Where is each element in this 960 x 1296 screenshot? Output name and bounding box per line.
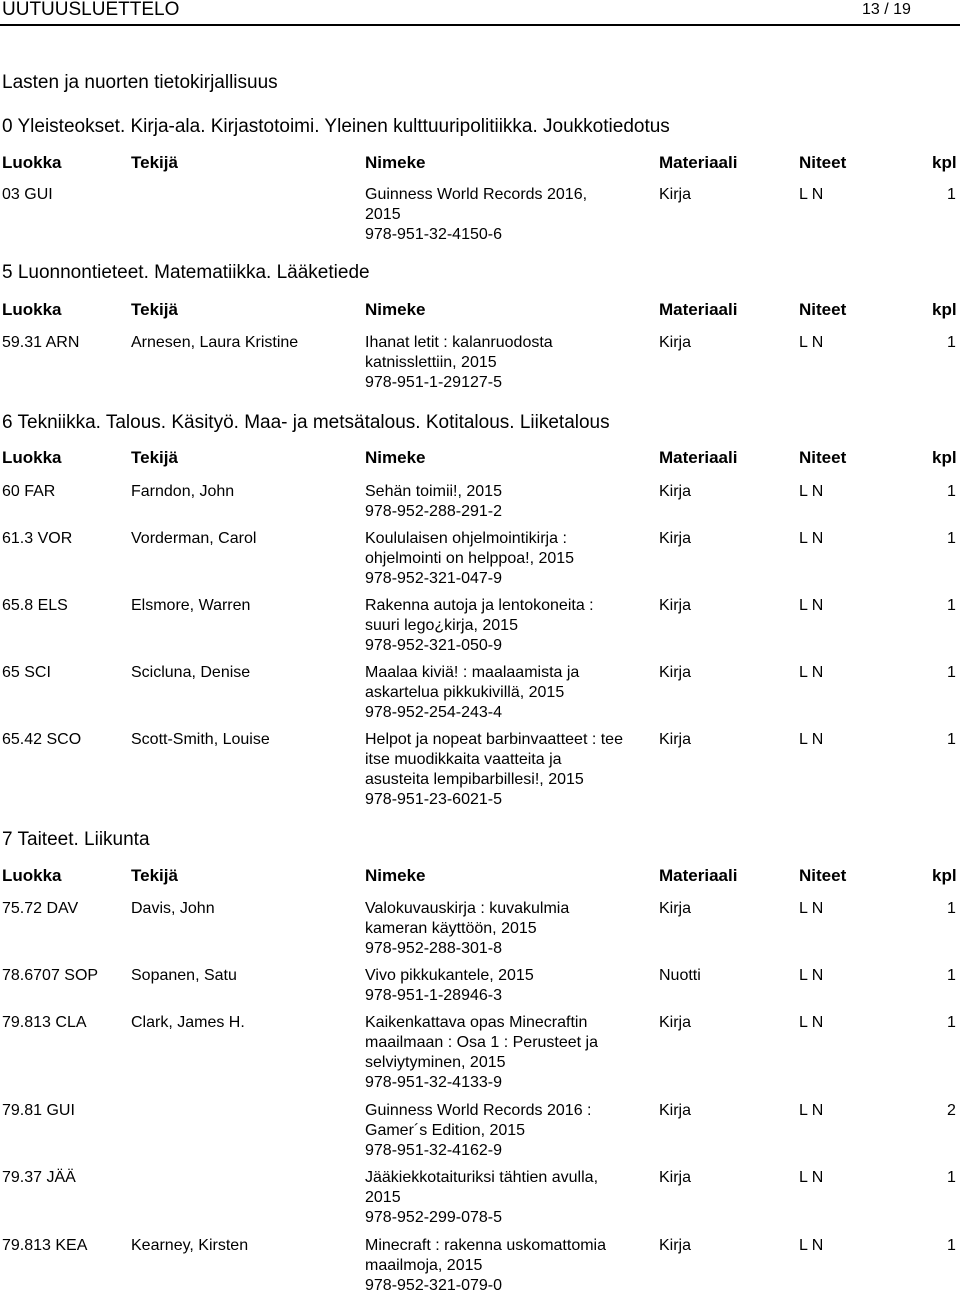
cell-niteet: L N — [799, 1014, 824, 1031]
cell-luokka: 65 SCI — [2, 664, 51, 681]
cell-niteet: L N — [799, 186, 824, 203]
cell-niteet: L N — [799, 530, 824, 547]
cell-nimeke-line: Vivo pikkukantele, 2015 — [365, 967, 534, 984]
cell-niteet: L N — [799, 731, 824, 748]
cell-nimeke-line: selviytyminen, 2015 — [365, 1054, 506, 1071]
cell-materiaali: Kirja — [659, 900, 692, 917]
cell-nimeke-line: 978-951-32-4150-6 — [365, 226, 502, 243]
cell-nimeke-line: Jääkiekkotaituriksi tähtien avulla, — [365, 1169, 599, 1186]
column-header-nimeke: Nimeke — [365, 153, 426, 172]
column-header-niteet: Niteet — [799, 866, 847, 885]
cell-nimeke-line: kameran käyttöön, 2015 — [365, 920, 537, 937]
cell-materiaali: Kirja — [659, 1102, 692, 1119]
cell-luokka: 79.81 GUI — [2, 1102, 75, 1119]
cell-nimeke-line: Maalaa kiviä! : maalaamista ja — [365, 664, 580, 681]
cell-nimeke-line: Rakenna autoja ja lentokoneita : — [365, 597, 594, 614]
cell-nimeke-line: 978-952-254-243-4 — [365, 704, 502, 721]
column-header-materiaali: Materiaali — [659, 300, 738, 319]
cell-luokka: 03 GUI — [2, 186, 53, 203]
cell-niteet: L N — [799, 664, 824, 681]
column-header-luokka: Luokka — [2, 866, 62, 885]
cell-niteet: L N — [799, 900, 824, 917]
cell-materiaali: Kirja — [659, 597, 692, 614]
cell-luokka: 75.72 DAV — [2, 900, 79, 917]
cell-nimeke-line: 978-952-321-050-9 — [365, 637, 502, 654]
cell-materiaali: Kirja — [659, 664, 692, 681]
cell-materiaali: Kirja — [659, 530, 692, 547]
cell-nimeke-line: 978-952-299-078-5 — [365, 1209, 502, 1226]
cell-tekija: Davis, John — [131, 900, 215, 917]
section-heading: 5 Luonnontieteet. Matematiikka. Lääketiede — [2, 262, 370, 283]
cell-tekija: Scicluna, Denise — [131, 664, 251, 681]
cell-nimeke-line: Guinness World Records 2016 : — [365, 1102, 592, 1119]
cell-kpl: 1 — [947, 530, 956, 547]
column-header-tekija: Tekijä — [131, 153, 178, 172]
cell-nimeke-line: 978-951-1-29127-5 — [365, 374, 502, 391]
cell-nimeke-line: Ihanat letit : kalanruodosta — [365, 334, 553, 351]
cell-luokka: 60 FAR — [2, 483, 56, 500]
cell-kpl: 1 — [947, 1169, 956, 1186]
column-header-tekija: Tekijä — [131, 300, 178, 319]
cell-materiaali: Kirja — [659, 186, 692, 203]
cell-nimeke-line: katnisslettiin, 2015 — [365, 354, 497, 371]
cell-nimeke-line: maailmoja, 2015 — [365, 1257, 483, 1274]
section-heading: 0 Yleisteokset. Kirja-ala. Kirjastotoimi. Yleinen kulttuuripolitiikka. Joukkotiedotus — [2, 116, 670, 137]
cell-nimeke-line: 978-951-32-4133-9 — [365, 1074, 502, 1091]
cell-kpl: 1 — [947, 334, 956, 351]
cell-niteet: L N — [799, 1169, 824, 1186]
document-title: UUTUUSLUETTELO — [2, 0, 180, 20]
cell-tekija: Scott-Smith, Louise — [131, 731, 270, 748]
column-header-kpl: kpl — [932, 300, 957, 319]
cell-luokka: 65.42 SCO — [2, 731, 82, 748]
cell-nimeke-line: 978-952-288-301-8 — [365, 940, 502, 957]
column-header-materiaali: Materiaali — [659, 866, 738, 885]
column-header-materiaali: Materiaali — [659, 153, 738, 172]
cell-kpl: 1 — [947, 731, 956, 748]
cell-nimeke-line: Sehän toimii!, 2015 — [365, 483, 502, 500]
cell-tekija: Vorderman, Carol — [131, 530, 257, 547]
cell-nimeke-line: Kaikenkattava opas Minecraftin — [365, 1014, 588, 1031]
cell-materiaali: Kirja — [659, 1014, 692, 1031]
cell-nimeke-line: 978-952-321-079-0 — [365, 1277, 502, 1294]
cell-nimeke-line: 978-951-32-4162-9 — [365, 1142, 502, 1159]
cell-tekija: Kearney, Kirsten — [131, 1237, 249, 1254]
cell-tekija: Arnesen, Laura Kristine — [131, 334, 299, 351]
cell-luokka: 61.3 VOR — [2, 530, 73, 547]
column-header-luokka: Luokka — [2, 153, 62, 172]
list-subtitle: Lasten ja nuorten tietokirjallisuus — [2, 72, 278, 93]
cell-niteet: L N — [799, 483, 824, 500]
cell-materiaali: Kirja — [659, 1169, 692, 1186]
cell-materiaali: Kirja — [659, 483, 692, 500]
cell-nimeke-line: Valokuvauskirja : kuvakulmia — [365, 900, 570, 917]
column-header-nimeke: Nimeke — [365, 866, 426, 885]
column-header-niteet: Niteet — [799, 300, 847, 319]
cell-kpl: 1 — [947, 664, 956, 681]
cell-nimeke-line: itse muodikkaita vaatteita ja — [365, 751, 562, 768]
cell-nimeke-line: Gamer´s Edition, 2015 — [365, 1122, 526, 1139]
cell-tekija: Clark, James H. — [131, 1014, 245, 1031]
cell-nimeke-line: Guinness World Records 2016, — [365, 186, 588, 203]
column-header-luokka: Luokka — [2, 300, 62, 319]
cell-luokka: 65.8 ELS — [2, 597, 68, 614]
cell-niteet: L N — [799, 967, 824, 984]
cell-nimeke-line: 2015 — [365, 206, 401, 223]
cell-nimeke-line: Koululaisen ohjelmointikirja : — [365, 530, 567, 547]
cell-tekija: Elsmore, Warren — [131, 597, 251, 614]
cell-kpl: 1 — [947, 597, 956, 614]
column-header-nimeke: Nimeke — [365, 448, 426, 467]
cell-materiaali: Kirja — [659, 334, 692, 351]
column-header-materiaali: Materiaali — [659, 448, 738, 467]
cell-nimeke-line: maailmaan : Osa 1 : Perusteet ja — [365, 1034, 598, 1051]
cell-nimeke-line: 978-951-1-28946-3 — [365, 987, 502, 1004]
cell-nimeke-line: ohjelmointi on helppoa!, 2015 — [365, 550, 575, 567]
cell-kpl: 1 — [947, 1014, 956, 1031]
cell-niteet: L N — [799, 1102, 824, 1119]
cell-luokka: 78.6707 SOP — [2, 967, 99, 984]
column-header-niteet: Niteet — [799, 448, 847, 467]
header-rule — [0, 24, 960, 26]
section-heading: 6 Tekniikka. Talous. Käsityö. Maa- ja metsätalous. Kotitalous. Liiketalous — [2, 412, 610, 433]
column-header-kpl: kpl — [932, 448, 957, 467]
cell-nimeke-line: 978-952-288-291-2 — [365, 503, 502, 520]
cell-nimeke-line: suuri lego¿kirja, 2015 — [365, 617, 518, 634]
cell-nimeke-line: 978-951-23-6021-5 — [365, 791, 502, 808]
column-header-kpl: kpl — [932, 866, 957, 885]
cell-niteet: L N — [799, 1237, 824, 1254]
cell-kpl: 1 — [947, 1237, 956, 1254]
cell-materiaali: Kirja — [659, 1237, 692, 1254]
cell-kpl: 1 — [947, 483, 956, 500]
cell-nimeke-line: Helpot ja nopeat barbinvaatteet : tee — [365, 731, 623, 748]
cell-nimeke-line: Minecraft : rakenna uskomattomia — [365, 1237, 606, 1254]
cell-nimeke-line: askartelua pikkukivillä, 2015 — [365, 684, 565, 701]
cell-tekija: Sopanen, Satu — [131, 967, 237, 984]
cell-luokka: 79.813 CLA — [2, 1014, 87, 1031]
cell-luokka: 59.31 ARN — [2, 334, 80, 351]
cell-nimeke-line: asusteita lempibarbillesi!, 2015 — [365, 771, 584, 788]
cell-niteet: L N — [799, 597, 824, 614]
column-header-tekija: Tekijä — [131, 448, 178, 467]
column-header-nimeke: Nimeke — [365, 300, 426, 319]
cell-materiaali: Kirja — [659, 731, 692, 748]
cell-kpl: 1 — [947, 967, 956, 984]
column-header-niteet: Niteet — [799, 153, 847, 172]
cell-kpl: 1 — [947, 186, 956, 203]
cell-luokka: 79.813 KEA — [2, 1237, 88, 1254]
column-header-luokka: Luokka — [2, 448, 62, 467]
cell-luokka: 79.37 JÄÄ — [2, 1169, 76, 1186]
column-header-tekija: Tekijä — [131, 866, 178, 885]
section-heading: 7 Taiteet. Liikunta — [2, 829, 150, 850]
page-number: 13 / 19 — [862, 1, 911, 18]
cell-kpl: 2 — [947, 1102, 956, 1119]
cell-nimeke-line: 2015 — [365, 1189, 401, 1206]
cell-tekija: Farndon, John — [131, 483, 235, 500]
cell-nimeke-line: 978-952-321-047-9 — [365, 570, 502, 587]
cell-kpl: 1 — [947, 900, 956, 917]
column-header-kpl: kpl — [932, 153, 957, 172]
cell-niteet: L N — [799, 334, 824, 351]
cell-materiaali: Nuotti — [659, 967, 701, 984]
